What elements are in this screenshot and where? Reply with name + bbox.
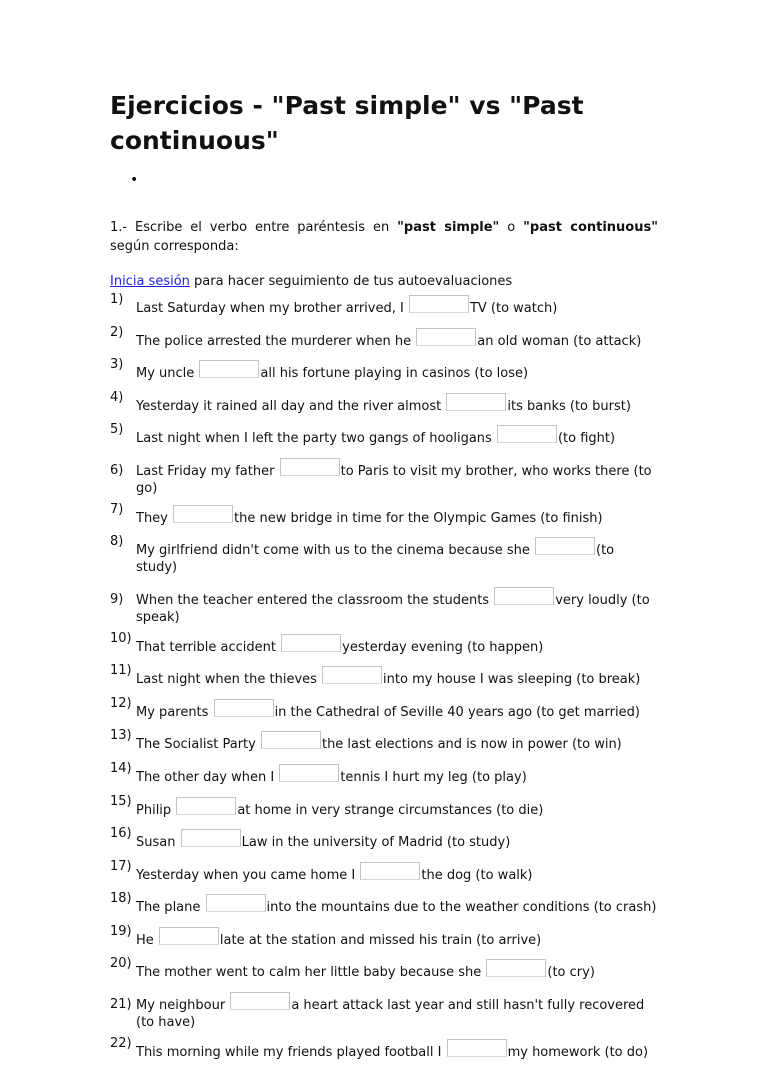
exercise-number: 3)	[110, 357, 124, 373]
exercise-text-after: an old woman (to attack)	[477, 333, 642, 349]
exercise-list	[110, 292, 658, 1061]
instructions	[110, 218, 658, 256]
answer-input[interactable]	[409, 295, 469, 313]
exercise-item	[110, 389, 658, 415]
exercise-item	[110, 826, 658, 851]
exercise-text-after: (to fight)	[557, 431, 616, 447]
exercise-item	[110, 923, 658, 949]
exercise-text-after: late at the station and missed his train (to arrive)	[219, 932, 542, 948]
exercise-text-before: My neighbour	[136, 997, 230, 1013]
exercise-item	[110, 630, 658, 656]
exercise-text	[136, 705, 640, 720]
exercise-text-after: in the Cathedral of Seville 40 years ago (to get married)	[274, 704, 640, 720]
exercise-item	[110, 501, 658, 527]
instructions-term-past-simple: "past simple"	[397, 220, 500, 235]
exercise-text	[136, 900, 656, 915]
exercise-text-after: all his fortune playing in casinos (to lose)	[260, 366, 529, 382]
exercise-number: 16)	[110, 826, 132, 842]
exercise-item	[110, 858, 658, 884]
answer-input[interactable]	[486, 959, 546, 977]
exercise-number: 20)	[110, 956, 132, 972]
exercise-number: 11)	[110, 663, 132, 679]
exercise-number: 19)	[110, 923, 132, 939]
exercise-text-before: He	[136, 932, 158, 948]
exercise-text-before: Philip	[136, 802, 176, 818]
exercise-text-before: Last night when the thieves	[136, 672, 322, 688]
answer-input[interactable]	[214, 699, 274, 717]
exercise-text	[136, 835, 510, 850]
exercise-text-after: the last elections and is now in power (to win)	[321, 737, 622, 753]
answer-input[interactable]	[280, 458, 340, 476]
exercise-text-after: (to cry)	[547, 965, 595, 981]
answer-input[interactable]	[447, 1039, 507, 1057]
exercise-number: 7)	[110, 501, 124, 517]
exercise-text-before: Yesterday when you came home I	[136, 867, 360, 883]
exercise-number: 8)	[110, 534, 124, 550]
exercise-number: 1)	[110, 292, 124, 307]
exercise-item	[110, 992, 658, 1031]
answer-input[interactable]	[159, 927, 219, 945]
exercise-text-after: at home in very strange circumstances (to die)	[237, 802, 544, 818]
exercise-item	[110, 956, 658, 981]
exercise-text-before: They	[136, 510, 173, 526]
bullet-row	[110, 158, 658, 218]
exercise-text	[136, 672, 640, 687]
exercise-number: 15)	[110, 793, 132, 809]
exercise-text-after: my homework (to do)	[507, 1044, 649, 1060]
answer-input[interactable]	[360, 862, 420, 880]
exercise-item	[110, 663, 658, 688]
exercise-text-after: (to study)	[136, 543, 615, 576]
exercise-text-after: very loudly (to speak)	[136, 592, 650, 625]
instructions-prefix: 1.- Escribe el verbo entre paréntesis en	[110, 220, 398, 235]
exercise-number: 13)	[110, 728, 132, 744]
exercise-text-after: yesterday evening (to happen)	[342, 639, 544, 655]
answer-input[interactable]	[199, 360, 259, 378]
exercise-item	[110, 761, 658, 786]
exercise-text	[136, 640, 543, 655]
exercise-text-after: TV (to watch)	[469, 301, 558, 316]
login-line	[110, 273, 658, 291]
exercise-text-before: Last night when I left the party two gangs of hooligans	[136, 431, 496, 447]
exercise-text	[136, 511, 603, 526]
exercise-number: 14)	[110, 761, 132, 777]
exercise-text-after: tennis I hurt my leg (to play)	[340, 770, 527, 786]
bullet-marker: •	[130, 172, 139, 188]
exercise-text	[136, 399, 631, 414]
exercise-item	[110, 534, 658, 576]
exercise-number: 4)	[110, 389, 124, 405]
exercise-number: 18)	[110, 891, 132, 907]
answer-input[interactable]	[173, 505, 233, 523]
document-page	[110, 88, 658, 1071]
exercise-item	[110, 793, 658, 819]
exercise-text-before: Susan	[136, 835, 180, 851]
exercise-text	[136, 1045, 648, 1060]
page-title: Ejercicios - "Past simple" vs "Past continuous"	[110, 91, 584, 155]
exercise-text-before: The plane	[136, 900, 205, 916]
exercise-item	[110, 357, 658, 382]
exercise-item	[110, 587, 658, 626]
answer-input[interactable]	[181, 829, 241, 847]
answer-input[interactable]	[446, 393, 506, 411]
exercise-text	[136, 998, 644, 1030]
exercise-text	[136, 334, 641, 349]
exercise-number: 5)	[110, 422, 124, 438]
exercise-number: 10)	[110, 630, 132, 646]
login-text: para hacer seguimiento de tus autoevaluaciones	[189, 274, 513, 289]
exercise-text-after: into my house I was sleeping (to break)	[383, 672, 641, 688]
exercise-text	[136, 543, 614, 575]
exercise-text	[136, 301, 557, 316]
exercise-item	[110, 292, 658, 317]
exercise-item	[110, 324, 658, 350]
exercise-text-before: This morning while my friends played football I	[136, 1044, 446, 1060]
exercise-text-after: its banks (to burst)	[507, 398, 631, 414]
exercise-text-after: a heart attack last year and still hasn't fully recovered (to have)	[136, 997, 645, 1030]
answer-input[interactable]	[230, 992, 290, 1010]
exercise-number: 6)	[110, 462, 124, 478]
exercise-text-after: the new bridge in time for the Olympic Games (to finish)	[234, 510, 603, 526]
login-link[interactable]: Inicia sesión	[110, 274, 190, 289]
exercise-text-before: The other day when I	[136, 770, 279, 786]
answer-input[interactable]	[497, 425, 557, 443]
answer-input[interactable]	[206, 894, 266, 912]
exercise-text	[136, 593, 650, 625]
instructions-suffix: según corresponda:	[110, 239, 239, 254]
exercise-text	[136, 366, 528, 381]
exercise-item	[110, 891, 658, 916]
answer-input[interactable]	[322, 666, 382, 684]
exercise-text	[136, 965, 595, 980]
exercise-text-before: Yesterday it rained all day and the river almost	[136, 398, 446, 414]
instructions-middle: o	[499, 220, 524, 235]
exercise-text-after: into the mountains due to the weather conditions (to crash)	[266, 900, 657, 916]
exercise-number: 2)	[110, 324, 124, 340]
exercise-text-after: Law in the university of Madrid (to study)	[241, 835, 511, 851]
exercise-text-after: to Paris to visit my brother, who works there (to go)	[136, 463, 652, 496]
answer-input[interactable]	[261, 731, 321, 749]
exercise-text-before: My uncle	[136, 366, 199, 382]
exercise-item	[110, 728, 658, 753]
exercise-number: 22)	[110, 1035, 132, 1051]
exercise-number: 17)	[110, 858, 132, 874]
exercise-item	[110, 1035, 658, 1061]
exercise-text-before: That terrible accident	[136, 639, 281, 655]
exercise-number: 12)	[110, 695, 132, 711]
exercise-item	[110, 458, 658, 497]
answer-input[interactable]	[281, 634, 341, 652]
exercise-text	[136, 464, 652, 496]
exercise-number: 9)	[110, 591, 124, 607]
answer-input[interactable]	[416, 328, 476, 346]
exercise-item	[110, 422, 658, 447]
exercise-text	[136, 737, 622, 752]
exercise-text-before: My parents	[136, 704, 213, 720]
exercise-text-before: Last Friday my father	[136, 463, 279, 479]
answer-input[interactable]	[279, 764, 339, 782]
exercise-text-before: Last Saturday when my brother arrived, I	[136, 301, 408, 316]
exercise-text-before: My girlfriend didn't come with us to the cinema because she	[136, 543, 534, 559]
exercise-number: 21)	[110, 996, 132, 1012]
exercise-text-after: the dog (to walk)	[421, 867, 533, 883]
answer-input[interactable]	[494, 587, 554, 605]
exercise-text	[136, 803, 543, 818]
exercise-text	[136, 868, 533, 883]
exercise-text	[136, 933, 541, 948]
exercise-text-before: The police arrested the murderer when he	[136, 333, 416, 349]
exercise-text-before: The Socialist Party	[136, 737, 260, 753]
instructions-term-past-continuous: "past continuous"	[523, 220, 659, 235]
exercise-text-before: When the teacher entered the classroom the students	[136, 592, 494, 608]
answer-input[interactable]	[535, 537, 595, 555]
exercise-text-before: The mother went to calm her little baby because she	[136, 965, 486, 981]
answer-input[interactable]	[176, 797, 236, 815]
exercise-item	[110, 695, 658, 721]
exercise-text	[136, 770, 527, 785]
exercise-text	[136, 431, 615, 446]
